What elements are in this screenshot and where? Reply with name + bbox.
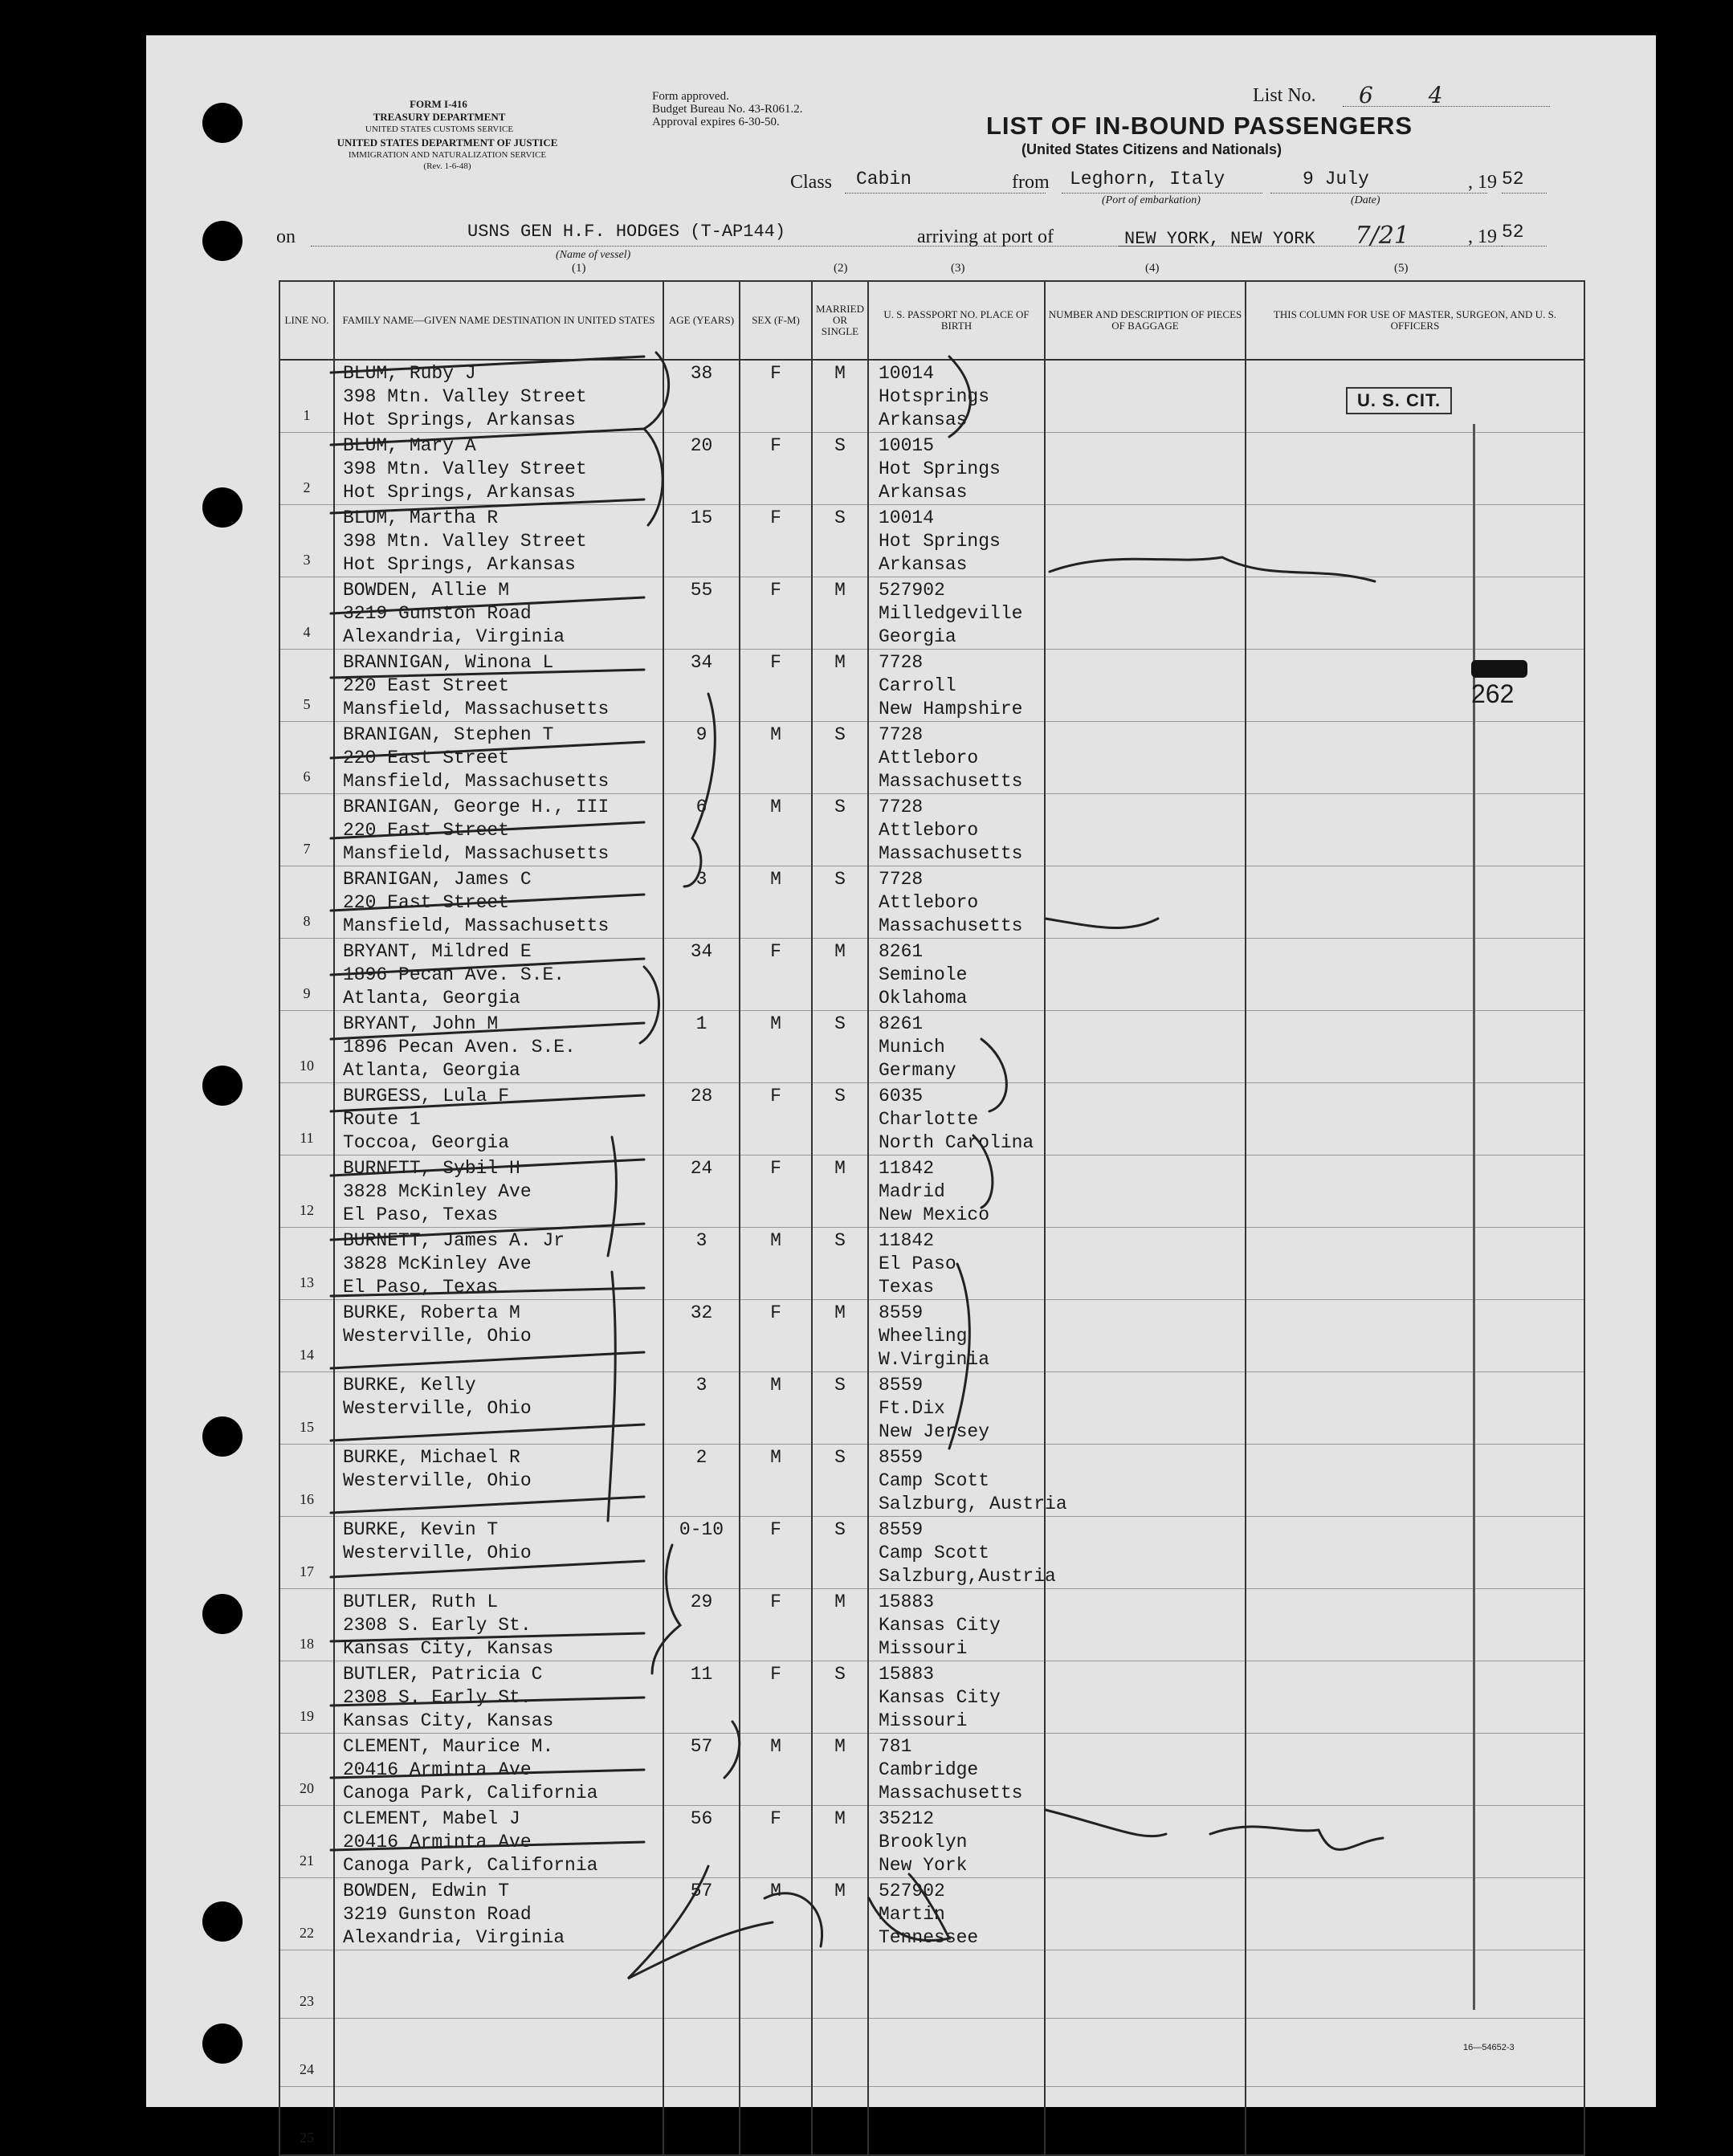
passport-text: 11842 El Paso Texas — [879, 1230, 956, 1298]
marital-status-text: S — [834, 435, 846, 456]
passenger-name-text: BURNETT, Sybil H 3828 McKinley Ave El Paso, Texas — [343, 1158, 532, 1225]
passport-text: 7728 Attleboro Massachusetts — [879, 797, 1023, 864]
line-number: 14 — [300, 1347, 314, 1363]
passenger-name-text: BLUM, Martha R 398 Mtn. Valley Street Hot Springs, Arkansas — [343, 507, 587, 575]
line-number: 3 — [303, 552, 311, 568]
marital-status-text: S — [834, 797, 846, 817]
on-label: on — [276, 226, 296, 247]
document-subtitle: (United States Citizens and Nationals) — [1021, 141, 1282, 157]
punch-hole — [202, 2024, 243, 2064]
passenger-name-text: BURKE, Kevin T Westerville, Ohio — [343, 1519, 532, 1563]
line-number: 12 — [300, 1202, 314, 1218]
age-text: 3 — [695, 1375, 707, 1396]
passport-text: 15883 Kansas City Missouri — [879, 1592, 1001, 1659]
form-number: FORM I-416 — [410, 98, 467, 110]
age-text: 57 — [690, 1881, 713, 1901]
line-number: 15 — [300, 1419, 314, 1435]
line-number: 11 — [300, 1130, 314, 1146]
age-text: 24 — [690, 1158, 713, 1179]
passport-text: 7728 Attleboro Massachusetts — [879, 869, 1023, 936]
passport-text: 35212 Brooklyn New York — [879, 1808, 968, 1876]
passenger-name-text: BRYANT, Mildred E 1896 Pecan Ave. S.E. Atlanta, Georgia — [343, 941, 565, 1009]
passport-text: 11842 Madrid New Mexico — [879, 1158, 990, 1225]
pen-marks — [146, 35, 1656, 2107]
passenger-name-text: BRYANT, John M 1896 Pecan Aven. S.E. Atlanta, Georgia — [343, 1013, 576, 1081]
line-number: 2 — [303, 479, 311, 495]
date-caption: (Date) — [1351, 194, 1380, 206]
sex-text: F — [770, 1664, 781, 1685]
passport-text: 10015 Hot Springs Arkansas — [879, 435, 1001, 503]
justice-dept: UNITED STATES DEPARTMENT OF JUSTICE — [336, 137, 558, 149]
punch-hole — [202, 221, 243, 261]
header-baggage: NUMBER AND DESCRIPTION OF PIECES OF BAGGAGE — [1045, 281, 1246, 360]
arrival-year-field: 52 — [1502, 222, 1547, 247]
header-line-no: LINE NO. — [279, 281, 334, 360]
passenger-name-text: BURNETT, James A. Jr 3828 McKinley Ave El Paso, Texas — [343, 1230, 565, 1298]
line-number: 20 — [300, 1780, 314, 1796]
class-field: Cabin — [845, 169, 1046, 194]
line-number: 24 — [300, 2061, 314, 2077]
marital-status-text: M — [834, 363, 846, 384]
passport-text: 8559 Wheeling W.Virginia — [879, 1302, 990, 1370]
arrival-year-label: , 19 — [1468, 226, 1497, 247]
age-text: 15 — [690, 507, 713, 528]
passport-text: 527902 Milledgeville Georgia — [879, 580, 1023, 647]
punch-hole — [202, 1416, 243, 1457]
line-number: 23 — [300, 1993, 314, 2009]
sex-text: F — [770, 1086, 781, 1107]
age-text: 6 — [695, 797, 707, 817]
age-text: 38 — [690, 363, 713, 384]
age-text: 1 — [695, 1013, 707, 1034]
sex-text: M — [770, 724, 781, 745]
col-num-3: (3) — [951, 262, 965, 275]
us-citizen-stamp: U. S. CIT. — [1346, 387, 1452, 414]
sex-text: F — [770, 652, 781, 673]
marital-status-text: S — [834, 1519, 846, 1540]
sex-text: F — [770, 363, 781, 384]
form-approved: Form approved. — [652, 90, 729, 103]
passenger-name-text: BURGESS, Lula F Route 1 Toccoa, Georgia — [343, 1086, 510, 1153]
passenger-name-text: CLEMENT, Maurice M. 20416 Arminta Ave Canoga Park, California — [343, 1736, 598, 1803]
passport-text: 15883 Kansas City Missouri — [879, 1664, 1001, 1731]
treasury-dept: TREASURY DEPARTMENT — [373, 111, 506, 123]
passenger-name-text: BURKE, Kelly Westerville, Ohio — [343, 1375, 532, 1419]
line-number: 8 — [303, 913, 311, 929]
line-number: 7 — [303, 841, 311, 857]
marital-status-text: S — [834, 1664, 846, 1685]
age-text: 0-10 — [679, 1519, 724, 1540]
class-label: Class — [790, 172, 833, 193]
age-text: 3 — [695, 869, 707, 890]
age-text: 56 — [690, 1808, 713, 1829]
sex-text: M — [770, 797, 781, 817]
marital-status-text: M — [834, 652, 846, 673]
sex-text: M — [770, 869, 781, 890]
passenger-name-text: BURKE, Michael R Westerville, Ohio — [343, 1447, 532, 1491]
port-of-embarkation-field: Leghorn, Italy — [1062, 169, 1262, 194]
line-number: 21 — [300, 1852, 314, 1869]
printer-code: 16—54652-3 — [1463, 2043, 1515, 2052]
marital-status-text: M — [834, 1808, 846, 1829]
punch-hole — [202, 103, 243, 143]
sex-text: M — [770, 1375, 781, 1396]
sex-text: M — [770, 1013, 781, 1034]
col-num-5: (5) — [1394, 262, 1409, 275]
age-text: 55 — [690, 580, 713, 601]
passenger-name-text: BRANIGAN, Stephen T 220 East Street Mansfield, Massachusetts — [343, 724, 610, 792]
punch-hole — [202, 1594, 243, 1634]
punch-hole — [202, 1066, 243, 1106]
marital-status-text: S — [834, 1013, 846, 1034]
embarkation-year-field: 52 — [1502, 169, 1547, 194]
sex-text: F — [770, 507, 781, 528]
passport-text: 10014 Hotsprings Arkansas — [879, 363, 990, 430]
marital-status-text: S — [834, 1086, 846, 1107]
sex-text: M — [770, 1881, 781, 1901]
manifest-page — [146, 35, 1656, 2146]
col-num-4: (4) — [1145, 262, 1160, 275]
passport-text: 781 Cambridge Massachusetts — [879, 1736, 1023, 1803]
line-number: 10 — [300, 1058, 314, 1074]
line-number: 17 — [300, 1563, 314, 1579]
vessel-name-field: USNS GEN H.F. HODGES (T-AP144) — [311, 222, 1194, 247]
customs-service: UNITED STATES CUSTOMS SERVICE — [365, 124, 514, 134]
passenger-name-text: CLEMENT, Mabel J 20416 Arminta Ave Canoga Park, California — [343, 1808, 598, 1876]
sex-text: F — [770, 941, 781, 962]
passport-text: 527902 Martin Tennessee — [879, 1881, 979, 1948]
marital-status-text: M — [834, 941, 846, 962]
marital-status-text: M — [834, 1592, 846, 1612]
line-number: 13 — [300, 1274, 314, 1290]
budget-bureau: Budget Bureau No. 43-R061.2. — [652, 103, 803, 116]
col-num-1: (1) — [572, 262, 586, 275]
header-officers: THIS COLUMN FOR USE OF MASTER, SURGEON, AND U. S. OFFICERS — [1246, 281, 1584, 360]
from-label: from — [1012, 172, 1050, 193]
marital-status-text: S — [834, 1375, 846, 1396]
sex-text: F — [770, 435, 781, 456]
header-name: FAMILY NAME—GIVEN NAME DESTINATION IN UNITED STATES — [334, 281, 663, 360]
line-number: 25 — [300, 2130, 314, 2146]
punch-hole — [202, 1901, 243, 1942]
line-number: 5 — [303, 696, 311, 712]
line-number: 19 — [300, 1708, 314, 1724]
approval-expires: Approval expires 6-30-50. — [652, 116, 780, 128]
age-text: 11 — [690, 1664, 713, 1685]
age-text: 2 — [695, 1447, 707, 1468]
header-age: AGE (YEARS) — [663, 281, 740, 360]
marital-status-text: S — [834, 724, 846, 745]
line-number: 1 — [303, 407, 311, 423]
revision: (Rev. 1-6-48) — [423, 161, 471, 171]
passport-text: 8559 Ft.Dix New Jersey — [879, 1375, 990, 1442]
line-number: 18 — [300, 1636, 314, 1652]
sex-text: F — [770, 1302, 781, 1323]
passport-text: 8559 Camp Scott Salzburg, Austria — [879, 1447, 1067, 1514]
passport-text: 8559 Camp Scott Salzburg,Austria — [879, 1519, 1056, 1587]
col-num-2: (2) — [834, 262, 848, 275]
passenger-name-text: BLUM, Ruby J 398 Mtn. Valley Street Hot Springs, Arkansas — [343, 363, 587, 430]
port-embarkation-caption: (Port of embarkation) — [1102, 194, 1201, 206]
age-text: 29 — [690, 1592, 713, 1612]
age-text: 9 — [695, 724, 707, 745]
ins-service: IMMIGRATION AND NATURALIZATION SERVICE — [348, 150, 547, 160]
passenger-name-text: BURKE, Roberta M Westerville, Ohio — [343, 1302, 532, 1347]
list-no-field: 6 4 — [1343, 82, 1550, 107]
marital-status-text: M — [834, 1736, 846, 1757]
vessel-caption: (Name of vessel) — [556, 249, 631, 261]
sex-text: M — [770, 1736, 781, 1757]
passenger-name-text: BRANIGAN, George H., III 220 East Street Mansfield, Massachusetts — [343, 797, 610, 864]
passenger-name-text: BUTLER, Ruth L 2308 S. Early St. Kansas City, Kansas — [343, 1592, 554, 1659]
line-number: 6 — [303, 768, 311, 785]
sex-text: F — [770, 1158, 781, 1179]
passport-text: 8261 Munich Germany — [879, 1013, 956, 1081]
sex-text: M — [770, 1230, 781, 1251]
sex-text: F — [770, 1808, 781, 1829]
sex-text: M — [770, 1447, 781, 1468]
sex-text: F — [770, 1519, 781, 1540]
passport-text: 10014 Hot Springs Arkansas — [879, 507, 1001, 575]
embarkation-date-field: 9 July — [1270, 169, 1487, 194]
passport-text: 7728 Attleboro Massachusetts — [879, 724, 1023, 792]
age-text: 28 — [690, 1086, 713, 1107]
passenger-name-text: BUTLER, Patricia C 2308 S. Early St. Kansas City, Kansas — [343, 1664, 554, 1731]
passenger-name-text: BLUM, Mary A 398 Mtn. Valley Street Hot Springs, Arkansas — [343, 435, 587, 503]
marital-status-text: S — [834, 869, 846, 890]
line-number: 4 — [303, 624, 311, 640]
arriving-label: arriving at port of — [917, 226, 1054, 247]
passenger-name-text: BRANIGAN, James C 220 East Street Mansfield, Massachusetts — [343, 869, 610, 936]
age-text: 34 — [690, 652, 713, 673]
passenger-name-text: BRANNIGAN, Winona L 220 East Street Mansfield, Massachusetts — [343, 652, 610, 719]
passport-text: 7728 Carroll New Hampshire — [879, 652, 1023, 719]
age-text: 57 — [690, 1736, 713, 1757]
header-sex: SEX (F-M) — [740, 281, 812, 360]
marital-status-text: S — [834, 1230, 846, 1251]
line-number: 22 — [300, 1925, 314, 1941]
header-married: MARRIED OR SINGLE — [812, 281, 868, 360]
age-text: 34 — [690, 941, 713, 962]
age-text: 3 — [695, 1230, 707, 1251]
line-number: 9 — [303, 985, 311, 1001]
list-no-label: List No. — [1253, 85, 1316, 106]
marital-status-text: M — [834, 1881, 846, 1901]
marital-status-text: M — [834, 1158, 846, 1179]
arrival-port-field: NEW YORK, NEW YORK 7/21 — [1118, 222, 1510, 247]
marital-status-text: S — [834, 1447, 846, 1468]
age-text: 32 — [690, 1302, 713, 1323]
marital-status-text: S — [834, 507, 846, 528]
passport-text: 6035 Charlotte North Carolina — [879, 1086, 1034, 1153]
passport-text: 8261 Seminole Oklahoma — [879, 941, 968, 1009]
sex-text: F — [770, 1592, 781, 1612]
sex-text: F — [770, 580, 781, 601]
age-text: 20 — [690, 435, 713, 456]
passenger-name-text: BOWDEN, Allie M 3219 Gunston Road Alexandria, Virginia — [343, 580, 565, 647]
marital-status-text: M — [834, 580, 846, 601]
document-title: LIST OF IN-BOUND PASSENGERS — [986, 112, 1413, 140]
passenger-name-text: BOWDEN, Edwin T 3219 Gunston Road Alexandria, Virginia — [343, 1881, 565, 1948]
header-passport: U. S. PASSPORT NO. PLACE OF BIRTH — [868, 281, 1045, 360]
marital-status-text: M — [834, 1302, 846, 1323]
line-number: 16 — [300, 1491, 314, 1507]
punch-hole — [202, 487, 243, 528]
year-label: , 19 — [1468, 172, 1497, 193]
handwritten-number: 262 — [1471, 679, 1515, 708]
